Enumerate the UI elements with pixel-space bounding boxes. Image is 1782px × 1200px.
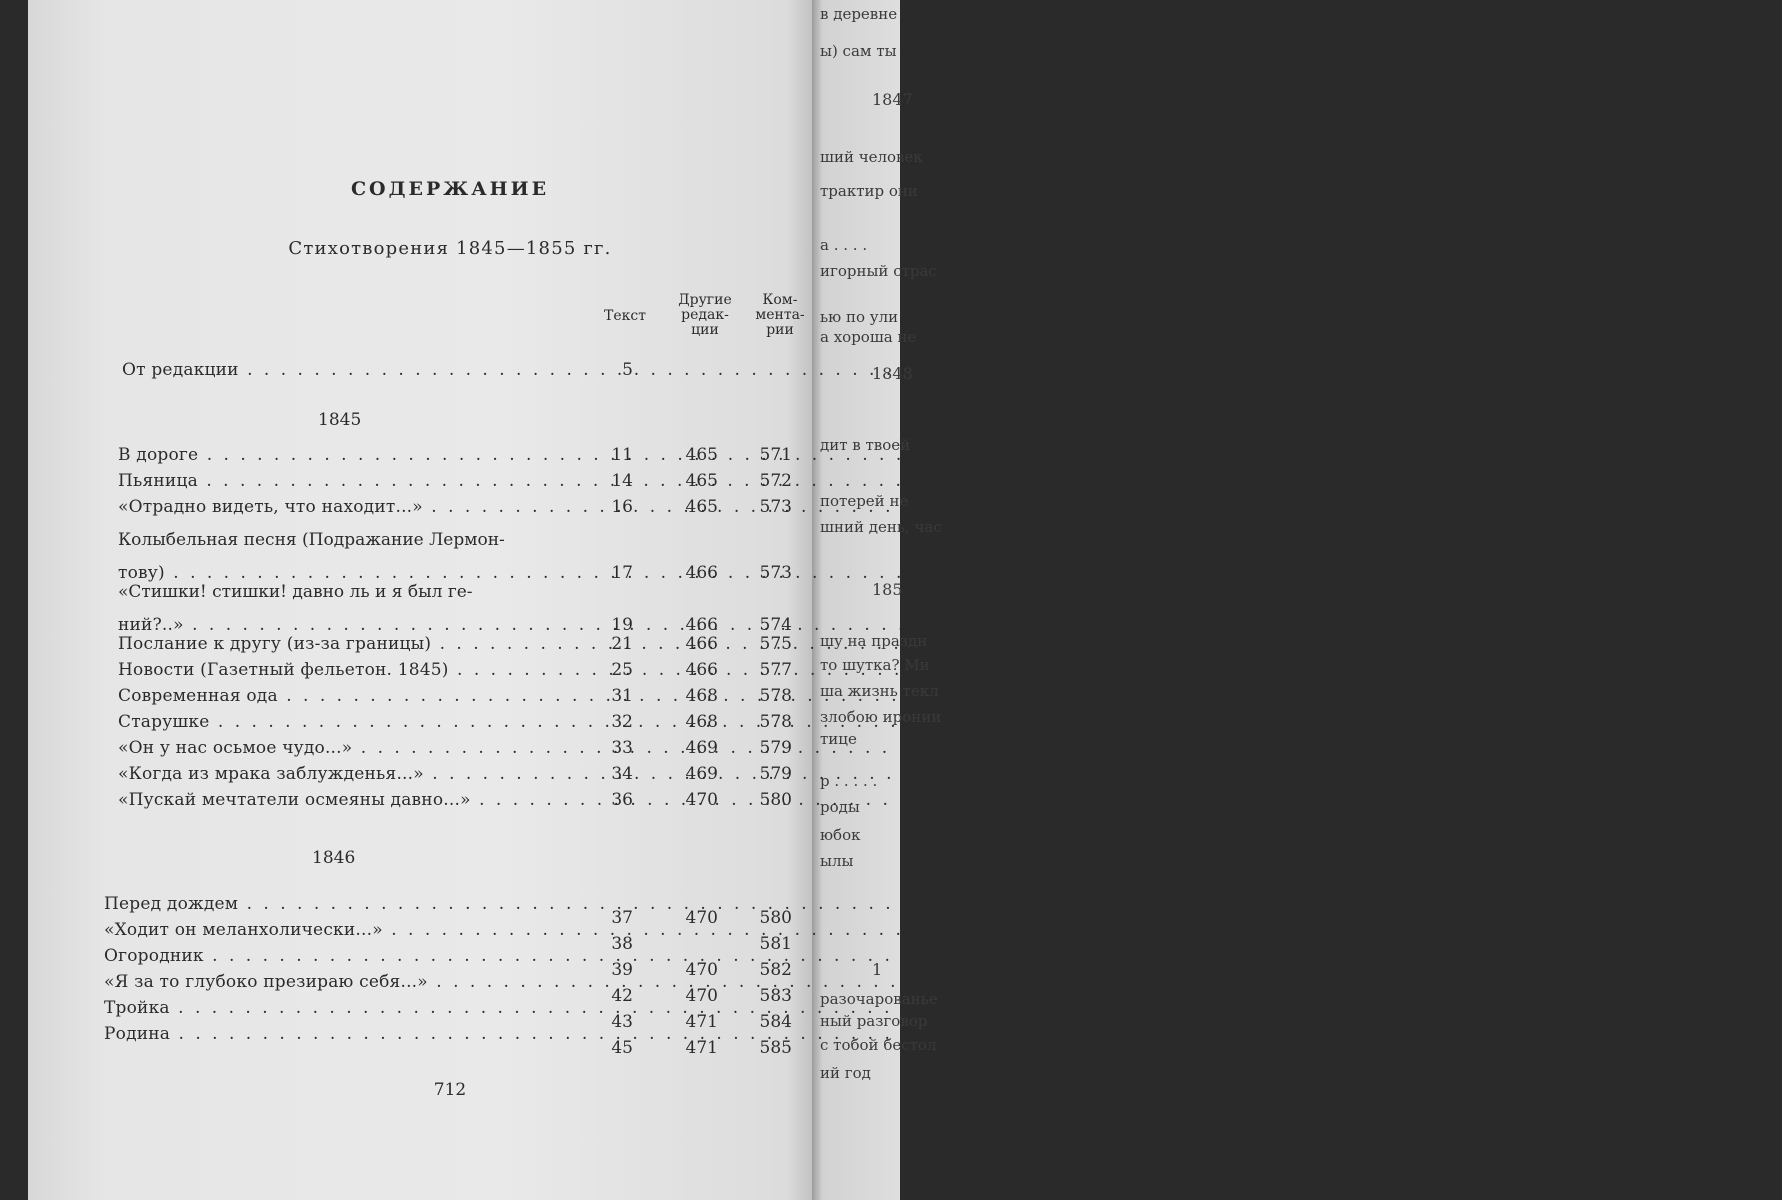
entry-comment-page: 578 xyxy=(759,712,792,732)
entry-title: Послание к другу (из-за границы) . . . xyxy=(118,634,560,654)
column-header-other-editions: Другие редак- ции xyxy=(678,292,732,338)
entry-title: Огородник . . . xyxy=(104,946,555,966)
entry-other-page: 468 xyxy=(685,712,718,732)
facing-page-text-fragment: ша жизнь текл xyxy=(820,682,939,700)
entry-comment-page: 584 xyxy=(759,1012,792,1032)
facing-page-text-fragment: разочарованье xyxy=(820,990,938,1008)
facing-page-text-fragment: злобою иронии xyxy=(820,708,942,726)
toc-row-first-line xyxy=(0,582,900,608)
entry-comment-page: 573 xyxy=(759,497,792,517)
entry-title: ний?..» . . . xyxy=(118,615,562,635)
entry-title: Тройка . . . xyxy=(104,998,555,1018)
facing-page-text-fragment: игорный страс xyxy=(820,262,937,280)
facing-page-text-fragment: то шутка? Ми xyxy=(820,656,930,674)
entry-text-page: 42 xyxy=(611,986,633,1006)
entry-other-page: 466 xyxy=(685,563,718,583)
facing-page-text-fragment: с тобой бестол xyxy=(820,1036,937,1054)
facing-page-text-fragment: юбок xyxy=(820,826,861,844)
toc-row xyxy=(0,445,900,471)
toc-row xyxy=(0,471,900,497)
entry-comment-page: 579 xyxy=(759,738,792,758)
facing-page-text-fragment: дит в твоей xyxy=(820,436,911,454)
entry-title: От редакции . . . xyxy=(122,360,565,380)
facing-page-text-fragment: 185 xyxy=(872,580,903,599)
entry-text-page: 21 xyxy=(611,634,633,654)
entry-title: «Отрадно видеть, что находит...» . . . xyxy=(118,497,560,517)
toc-row xyxy=(0,660,900,686)
entry-comment-page: 585 xyxy=(759,1038,792,1058)
entry-text-page: 33 xyxy=(611,738,633,758)
facing-page-text-fragment: 1 xyxy=(872,960,883,979)
entry-text-page: 17 xyxy=(611,563,633,583)
facing-page-text-fragment: ью по ули xyxy=(820,308,899,326)
entry-other-page: 466 xyxy=(685,615,718,635)
facing-page-text-fragment: трактир они xyxy=(820,182,918,200)
facing-page-text-fragment: ы) сам ты xyxy=(820,42,897,60)
facing-page-text-fragment: 1848 xyxy=(872,364,913,383)
entry-other-page: 471 xyxy=(685,1038,718,1058)
facing-page-text-fragment: роды xyxy=(820,798,860,816)
entry-text-page: 39 xyxy=(611,960,633,980)
entry-text-page: 31 xyxy=(611,686,633,706)
entry-comment-page: 577 xyxy=(759,660,792,680)
entry-text-page: 25 xyxy=(611,660,633,680)
entry-title: «Я за то глубоко презираю себя...» . . . xyxy=(104,972,555,992)
toc-row xyxy=(0,686,900,712)
toc-row xyxy=(0,738,900,764)
page-number: 712 xyxy=(433,1080,467,1100)
entry-comment-page: 581 xyxy=(759,934,792,954)
entry-title-first-line: «Стишки! стишки! давно ль и я был ге- xyxy=(118,582,473,602)
column-header-text: Текст xyxy=(604,308,646,324)
entry-comment-page: 572 xyxy=(759,471,792,491)
toc-row xyxy=(0,634,900,660)
facing-page-text-fragment: 1847 xyxy=(872,90,913,109)
facing-page-text-fragment: а хороша не xyxy=(820,328,917,346)
toc-row xyxy=(0,790,900,816)
entry-title: Новости (Газетный фельетон. 1845) . . . xyxy=(118,660,560,680)
entry-text-page: 37 xyxy=(611,908,633,928)
entry-comment-page: 575 xyxy=(759,634,792,654)
entry-text-page: 34 xyxy=(611,764,633,784)
entry-title-first-line: Колыбельная песня (Подражание Лермон- xyxy=(118,530,505,550)
facing-page-text-fragment: р . . . . . xyxy=(820,772,878,790)
facing-page-text-fragment: ший человек xyxy=(820,148,923,166)
entry-text-page: 43 xyxy=(611,1012,633,1032)
column-header-comments: Ком- мента- рии xyxy=(755,292,805,338)
toc-row xyxy=(0,920,900,954)
entry-comment-page: 574 xyxy=(759,615,792,635)
entry-other-page: 469 xyxy=(685,738,718,758)
entry-text-page: 45 xyxy=(611,1038,633,1058)
facing-page-text-fragment: тице xyxy=(820,730,857,748)
toc-row xyxy=(0,1024,900,1058)
entry-other-page: 470 xyxy=(685,960,718,980)
year-heading: 1846 xyxy=(312,848,356,868)
entry-comment-page: 571 xyxy=(759,445,792,465)
entry-comment-page: 573 xyxy=(759,563,792,583)
toc-row xyxy=(0,946,900,980)
toc-row xyxy=(0,712,900,738)
entry-title: Родина . . . xyxy=(104,1024,555,1044)
entry-other-page: 469 xyxy=(685,764,718,784)
page-title: СОДЕРЖАНИЕ xyxy=(350,178,550,200)
entry-title: «Ходит он меланхолически...» . . . xyxy=(104,920,555,940)
facing-page-text-fragment: шу на праздн xyxy=(820,632,928,650)
entry-comment-page: 578 xyxy=(759,686,792,706)
entry-text-page: 32 xyxy=(611,712,633,732)
entry-text-page: 11 xyxy=(611,445,633,465)
facing-page-text-fragment: в деревне xyxy=(820,5,898,23)
entry-title: Современная ода . . . xyxy=(118,686,560,706)
entry-text-page: 14 xyxy=(611,471,633,491)
entry-other-page: 468 xyxy=(685,686,718,706)
toc-row xyxy=(0,764,900,790)
entry-other-page: 465 xyxy=(685,471,718,491)
entry-other-page: 466 xyxy=(685,634,718,654)
entry-text-page: 19 xyxy=(611,615,633,635)
toc-row xyxy=(0,360,900,386)
facing-page-text-fragment: ий год xyxy=(820,1064,871,1082)
entry-title: Старушке . . . xyxy=(118,712,560,732)
entry-other-page: 470 xyxy=(685,986,718,1006)
toc-row xyxy=(0,894,900,928)
entry-title: «Пускай мечтатели осмеяны давно...» . . . xyxy=(118,790,560,810)
entry-text-page: 5 xyxy=(622,360,633,380)
entry-title: «Когда из мрака заблужденья...» . . . xyxy=(118,764,560,784)
entry-comment-page: 579 xyxy=(759,764,792,784)
facing-page-text-fragment: ный разговор xyxy=(820,1012,928,1030)
entry-other-page: 465 xyxy=(685,445,718,465)
facing-page-text-fragment: потерей не xyxy=(820,492,909,510)
entry-comment-page: 580 xyxy=(759,790,792,810)
section-subtitle: Стихотворения 1845—1855 гг. xyxy=(288,238,612,259)
facing-page-text-fragment: шний день, час xyxy=(820,518,942,536)
entry-other-page: 470 xyxy=(685,908,718,928)
entry-title: Пьяница . . . xyxy=(118,471,560,491)
facing-page-text-fragment: ылы xyxy=(820,852,854,870)
entry-comment-page: 582 xyxy=(759,960,792,980)
entry-text-page: 36 xyxy=(611,790,633,810)
entry-text-page: 16 xyxy=(611,497,633,517)
entry-other-page: 465 xyxy=(685,497,718,517)
entry-text-page: 38 xyxy=(611,934,633,954)
facing-page-text-fragment: а . . . . xyxy=(820,236,868,254)
toc-row-first-line xyxy=(0,530,900,556)
entry-comment-page: 580 xyxy=(759,908,792,928)
entry-title: «Он у нас осьмое чудо...» . . . xyxy=(118,738,560,758)
year-heading: 1845 xyxy=(318,410,362,430)
entry-title: В дороге . . . xyxy=(118,445,560,465)
entry-title: тову) . . . xyxy=(118,563,562,583)
entry-other-page: 471 xyxy=(685,1012,718,1032)
entry-comment-page: 583 xyxy=(759,986,792,1006)
toc-row xyxy=(0,497,900,523)
entry-title: Перед дождем . . . xyxy=(104,894,555,914)
entry-other-page: 470 xyxy=(685,790,718,810)
entry-other-page: 466 xyxy=(685,660,718,680)
